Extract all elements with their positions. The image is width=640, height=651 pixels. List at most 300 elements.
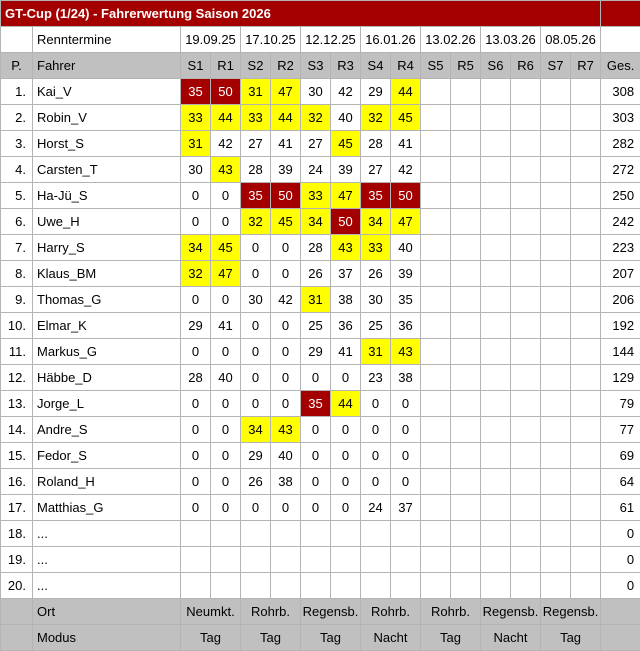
score-cell <box>571 339 601 365</box>
score-cell <box>511 157 541 183</box>
race-date: 08.05.26 <box>541 27 601 53</box>
score-cell: 37 <box>391 495 421 521</box>
header-col-r1: R1 <box>211 53 241 79</box>
row-position: 2. <box>1 105 33 131</box>
score-cell <box>451 547 481 573</box>
score-cell: 35 <box>301 391 331 417</box>
score-cell <box>451 261 481 287</box>
score-cell: 44 <box>271 105 301 131</box>
score-cell <box>451 287 481 313</box>
score-cell: 0 <box>301 365 331 391</box>
score-cell <box>481 495 511 521</box>
score-cell: 0 <box>181 443 211 469</box>
modus-value: Nacht <box>361 625 421 651</box>
score-cell <box>511 391 541 417</box>
score-cell: 0 <box>181 183 211 209</box>
score-cell: 26 <box>301 261 331 287</box>
header-col-s6: S6 <box>481 53 511 79</box>
row-total: 282 <box>601 131 640 157</box>
score-cell <box>541 469 571 495</box>
row-driver-name: Uwe_H <box>33 209 181 235</box>
score-cell <box>571 573 601 599</box>
modus-value: Tag <box>241 625 301 651</box>
score-cell <box>571 417 601 443</box>
score-cell: 44 <box>331 391 361 417</box>
score-cell <box>541 183 571 209</box>
row-position: 4. <box>1 157 33 183</box>
score-cell: 36 <box>331 313 361 339</box>
score-cell: 44 <box>391 79 421 105</box>
table-row <box>1 417 640 443</box>
score-cell <box>481 261 511 287</box>
score-cell <box>481 391 511 417</box>
score-cell <box>361 573 391 599</box>
score-cell: 24 <box>301 157 331 183</box>
score-cell <box>481 365 511 391</box>
row-driver-name: Andre_S <box>33 417 181 443</box>
score-cell <box>421 547 451 573</box>
score-cell <box>361 547 391 573</box>
score-cell <box>421 573 451 599</box>
header-col-s7: S7 <box>541 53 571 79</box>
score-cell <box>571 131 601 157</box>
row-total: 223 <box>601 235 640 261</box>
score-cell: 40 <box>331 105 361 131</box>
ort-value: Rohrb. <box>361 599 421 625</box>
score-cell: 0 <box>391 391 421 417</box>
score-cell: 0 <box>271 339 301 365</box>
table-row <box>1 521 640 547</box>
score-cell: 0 <box>181 417 211 443</box>
title-spacer <box>601 1 640 27</box>
score-cell <box>511 417 541 443</box>
score-cell <box>571 521 601 547</box>
score-cell: 0 <box>361 469 391 495</box>
ort-row <box>1 599 640 625</box>
row-driver-name: Matthias_G <box>33 495 181 521</box>
score-cell <box>421 105 451 131</box>
score-cell <box>511 443 541 469</box>
race-date: 13.03.26 <box>481 27 541 53</box>
row-driver-name: Ha-Jü_S <box>33 183 181 209</box>
score-cell: 29 <box>301 339 331 365</box>
race-date: 19.09.25 <box>181 27 241 53</box>
header-col-r6: R6 <box>511 53 541 79</box>
row-total: 69 <box>601 443 640 469</box>
score-cell <box>211 573 241 599</box>
score-cell: 29 <box>181 313 211 339</box>
table-row <box>1 209 640 235</box>
score-cell: 50 <box>211 79 241 105</box>
modus-value: Nacht <box>481 625 541 651</box>
modus-value: Tag <box>541 625 601 651</box>
score-cell <box>541 157 571 183</box>
modus-value: Tag <box>301 625 361 651</box>
table-row <box>1 339 640 365</box>
score-cell <box>481 573 511 599</box>
score-cell: 40 <box>211 365 241 391</box>
score-cell: 0 <box>361 443 391 469</box>
score-cell <box>481 521 511 547</box>
row-driver-name: Fedor_S <box>33 443 181 469</box>
score-cell: 38 <box>331 287 361 313</box>
score-cell: 0 <box>331 365 361 391</box>
score-cell <box>511 521 541 547</box>
row-total: 0 <box>601 547 640 573</box>
score-cell <box>421 339 451 365</box>
score-cell: 30 <box>361 287 391 313</box>
modus-value: Tag <box>421 625 481 651</box>
score-cell <box>301 547 331 573</box>
table-row <box>1 469 640 495</box>
ort-total-spacer <box>601 599 640 625</box>
score-cell: 0 <box>391 469 421 495</box>
row-driver-name: Horst_S <box>33 131 181 157</box>
row-driver-name: ... <box>33 573 181 599</box>
score-cell: 33 <box>181 105 211 131</box>
score-cell: 0 <box>181 287 211 313</box>
score-cell <box>421 521 451 547</box>
score-cell <box>421 209 451 235</box>
score-cell <box>541 339 571 365</box>
score-cell <box>211 521 241 547</box>
score-cell <box>421 183 451 209</box>
score-cell <box>541 235 571 261</box>
row-driver-name: Roland_H <box>33 469 181 495</box>
table-row <box>1 365 640 391</box>
row-driver-name: Häbbe_D <box>33 365 181 391</box>
score-cell <box>481 183 511 209</box>
score-cell: 34 <box>181 235 211 261</box>
score-cell: 0 <box>181 339 211 365</box>
score-cell <box>481 417 511 443</box>
score-cell: 37 <box>331 261 361 287</box>
row-driver-name: Klaus_BM <box>33 261 181 287</box>
score-cell: 0 <box>271 313 301 339</box>
score-cell <box>541 521 571 547</box>
table-row <box>1 235 640 261</box>
score-cell: 0 <box>241 313 271 339</box>
score-cell <box>421 313 451 339</box>
row-total: 129 <box>601 365 640 391</box>
score-cell <box>571 469 601 495</box>
ort-pos-spacer <box>1 599 33 625</box>
score-cell <box>481 209 511 235</box>
score-cell: 0 <box>271 495 301 521</box>
table-row <box>1 495 640 521</box>
header-col-s5: S5 <box>421 53 451 79</box>
score-cell <box>541 391 571 417</box>
dates-total-spacer <box>601 27 640 53</box>
score-cell: 32 <box>241 209 271 235</box>
score-cell <box>481 339 511 365</box>
score-cell: 26 <box>361 261 391 287</box>
score-cell: 43 <box>211 157 241 183</box>
score-cell <box>481 313 511 339</box>
row-driver-name: Kai_V <box>33 79 181 105</box>
score-cell <box>511 365 541 391</box>
score-cell <box>481 443 511 469</box>
header-col-s3: S3 <box>301 53 331 79</box>
ort-value: Regensb. <box>481 599 541 625</box>
score-cell <box>481 469 511 495</box>
row-driver-name: ... <box>33 547 181 573</box>
score-cell: 38 <box>271 469 301 495</box>
score-cell: 30 <box>181 157 211 183</box>
score-cell: 0 <box>181 495 211 521</box>
score-cell: 41 <box>211 313 241 339</box>
score-cell: 50 <box>331 209 361 235</box>
score-cell <box>511 235 541 261</box>
score-cell: 34 <box>241 417 271 443</box>
score-cell: 27 <box>361 157 391 183</box>
score-cell <box>421 443 451 469</box>
table-row <box>1 391 640 417</box>
row-position: 10. <box>1 313 33 339</box>
score-cell: 50 <box>271 183 301 209</box>
score-cell <box>541 495 571 521</box>
score-cell: 0 <box>271 261 301 287</box>
score-cell <box>511 495 541 521</box>
score-cell <box>481 79 511 105</box>
score-cell: 27 <box>241 131 271 157</box>
score-cell: 0 <box>271 235 301 261</box>
row-total: 144 <box>601 339 640 365</box>
score-cell: 32 <box>361 105 391 131</box>
score-cell: 31 <box>241 79 271 105</box>
score-cell <box>481 157 511 183</box>
score-cell <box>241 573 271 599</box>
score-cell <box>571 365 601 391</box>
score-cell: 33 <box>301 183 331 209</box>
score-cell: 50 <box>391 183 421 209</box>
table-row <box>1 157 640 183</box>
score-cell: 0 <box>241 339 271 365</box>
score-cell <box>511 313 541 339</box>
score-cell <box>481 235 511 261</box>
modus-pos-spacer <box>1 625 33 651</box>
score-cell <box>571 547 601 573</box>
score-cell <box>511 469 541 495</box>
row-total: 206 <box>601 287 640 313</box>
modus-row <box>1 625 640 651</box>
score-cell <box>331 521 361 547</box>
score-cell <box>511 79 541 105</box>
score-cell: 0 <box>211 495 241 521</box>
score-cell: 25 <box>361 313 391 339</box>
score-cell: 0 <box>241 261 271 287</box>
score-cell <box>541 287 571 313</box>
score-cell: 30 <box>241 287 271 313</box>
score-cell <box>511 547 541 573</box>
score-cell: 0 <box>271 365 301 391</box>
table-row <box>1 105 640 131</box>
score-cell <box>451 105 481 131</box>
score-cell: 0 <box>301 417 331 443</box>
score-cell: 33 <box>241 105 271 131</box>
row-position: 19. <box>1 547 33 573</box>
renntermine-label: Renntermine <box>33 27 181 53</box>
score-cell: 32 <box>301 105 331 131</box>
row-position: 16. <box>1 469 33 495</box>
header-col-r7: R7 <box>571 53 601 79</box>
score-cell <box>391 573 421 599</box>
table-title: GT-Cup (1/24) - Fahrerwertung Saison 2026 <box>1 1 601 27</box>
title-row <box>1 1 640 27</box>
score-cell <box>181 521 211 547</box>
score-cell <box>571 443 601 469</box>
modus-label: Modus <box>33 625 181 651</box>
score-cell: 39 <box>331 157 361 183</box>
score-cell: 41 <box>271 131 301 157</box>
row-position: 8. <box>1 261 33 287</box>
score-cell: 43 <box>391 339 421 365</box>
row-position: 14. <box>1 417 33 443</box>
score-cell <box>481 105 511 131</box>
score-cell <box>421 287 451 313</box>
score-cell <box>451 417 481 443</box>
header-col-s2: S2 <box>241 53 271 79</box>
score-cell: 38 <box>391 365 421 391</box>
race-date: 16.01.26 <box>361 27 421 53</box>
row-total: 61 <box>601 495 640 521</box>
table-row <box>1 79 640 105</box>
score-cell <box>361 521 391 547</box>
score-cell: 0 <box>271 391 301 417</box>
score-cell <box>541 365 571 391</box>
table-row <box>1 573 640 599</box>
score-cell: 31 <box>301 287 331 313</box>
score-cell <box>451 235 481 261</box>
modus-total-spacer <box>601 625 640 651</box>
score-cell: 0 <box>241 365 271 391</box>
score-cell <box>511 105 541 131</box>
score-cell: 0 <box>361 391 391 417</box>
score-cell: 0 <box>211 183 241 209</box>
score-cell <box>271 521 301 547</box>
score-cell <box>451 573 481 599</box>
score-cell <box>451 131 481 157</box>
score-cell: 0 <box>331 495 361 521</box>
score-cell: 0 <box>331 417 361 443</box>
score-cell: 40 <box>271 443 301 469</box>
row-driver-name: Elmar_K <box>33 313 181 339</box>
score-cell <box>301 573 331 599</box>
score-cell: 45 <box>331 131 361 157</box>
row-total: 79 <box>601 391 640 417</box>
score-cell: 0 <box>211 469 241 495</box>
race-date: 12.12.25 <box>301 27 361 53</box>
header-col-r4: R4 <box>391 53 421 79</box>
score-cell: 0 <box>211 443 241 469</box>
score-cell: 25 <box>301 313 331 339</box>
header-col-r3: R3 <box>331 53 361 79</box>
score-cell: 47 <box>271 79 301 105</box>
score-cell: 0 <box>181 469 211 495</box>
row-total: 77 <box>601 417 640 443</box>
score-cell: 0 <box>181 391 211 417</box>
header-driver: Fahrer <box>33 53 181 79</box>
score-cell: 42 <box>391 157 421 183</box>
score-cell: 0 <box>211 417 241 443</box>
score-cell <box>451 469 481 495</box>
score-cell: 28 <box>301 235 331 261</box>
score-cell <box>541 105 571 131</box>
score-cell <box>511 573 541 599</box>
score-cell <box>391 521 421 547</box>
row-position: 1. <box>1 79 33 105</box>
score-cell: 35 <box>181 79 211 105</box>
score-cell: 0 <box>301 469 331 495</box>
score-cell: 42 <box>271 287 301 313</box>
score-cell: 41 <box>331 339 361 365</box>
score-cell <box>541 547 571 573</box>
header-col-r2: R2 <box>271 53 301 79</box>
row-position: 15. <box>1 443 33 469</box>
row-total: 308 <box>601 79 640 105</box>
score-cell: 0 <box>211 391 241 417</box>
header-col-s4: S4 <box>361 53 391 79</box>
score-cell: 24 <box>361 495 391 521</box>
score-cell: 39 <box>271 157 301 183</box>
score-cell <box>541 417 571 443</box>
score-cell: 0 <box>391 443 421 469</box>
header-row <box>1 53 640 79</box>
score-cell <box>241 547 271 573</box>
ort-value: Regensb. <box>541 599 601 625</box>
score-cell <box>451 339 481 365</box>
score-cell <box>511 339 541 365</box>
score-cell: 23 <box>361 365 391 391</box>
score-cell <box>451 365 481 391</box>
score-cell <box>571 495 601 521</box>
score-cell <box>511 287 541 313</box>
score-cell: 27 <box>301 131 331 157</box>
score-cell: 42 <box>211 131 241 157</box>
ort-value: Rohrb. <box>241 599 301 625</box>
score-cell <box>421 417 451 443</box>
score-cell: 34 <box>301 209 331 235</box>
race-date: 17.10.25 <box>241 27 301 53</box>
score-cell <box>541 443 571 469</box>
score-cell <box>421 391 451 417</box>
score-cell <box>271 573 301 599</box>
score-cell: 45 <box>391 105 421 131</box>
score-cell <box>181 573 211 599</box>
row-total: 272 <box>601 157 640 183</box>
score-cell: 0 <box>211 339 241 365</box>
dates-row <box>1 27 640 53</box>
row-total: 0 <box>601 573 640 599</box>
score-cell: 0 <box>301 443 331 469</box>
score-cell <box>451 209 481 235</box>
score-cell: 0 <box>331 443 361 469</box>
score-cell: 47 <box>211 261 241 287</box>
score-cell: 36 <box>391 313 421 339</box>
row-total: 207 <box>601 261 640 287</box>
table-row <box>1 131 640 157</box>
score-cell <box>571 235 601 261</box>
score-cell: 0 <box>181 209 211 235</box>
row-position: 13. <box>1 391 33 417</box>
score-cell <box>421 79 451 105</box>
row-position: 12. <box>1 365 33 391</box>
table-row <box>1 443 640 469</box>
score-cell: 0 <box>211 209 241 235</box>
score-cell <box>571 261 601 287</box>
ort-value: Neumkt. <box>181 599 241 625</box>
score-cell: 0 <box>361 417 391 443</box>
